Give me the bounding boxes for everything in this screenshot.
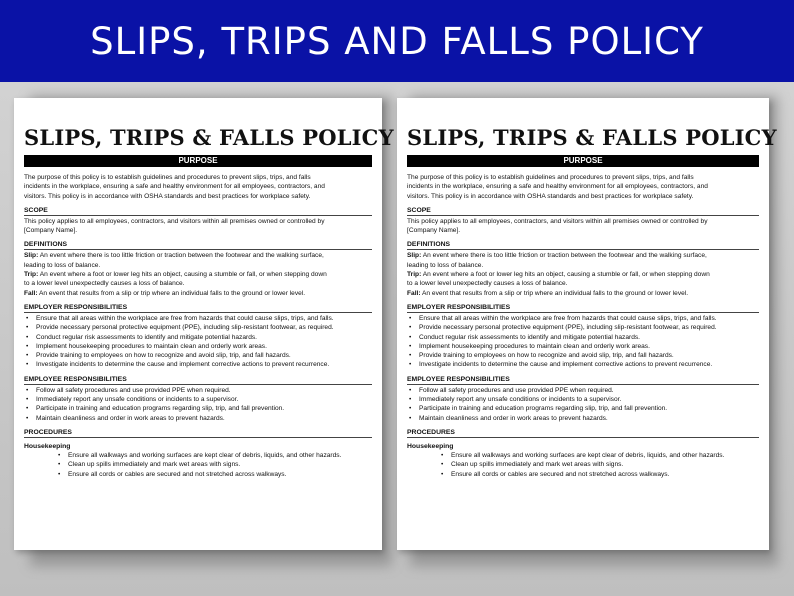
procedures-heading: PROCEDURES bbox=[407, 429, 759, 438]
employer-heading: EMPLOYER RESPONSIBILITIES bbox=[407, 304, 759, 313]
list-item: • Provide training to employees on how to recognize and avoid slip, trip, and fall hazards. bbox=[407, 351, 759, 360]
scope-heading: SCOPE bbox=[407, 207, 759, 216]
housekeeping-heading: Housekeeping bbox=[407, 442, 454, 450]
list-item: • Maintain cleanliness and order in work areas to prevent hazards. bbox=[407, 414, 759, 423]
list-item: • Ensure all cords or cables are secured and not stretched across walkways. bbox=[24, 470, 372, 479]
list-item: • Participate in training and education programs regarding slip, trip, and fall prevention. bbox=[407, 404, 759, 413]
list-item: • Ensure that all areas within the workplace are free from hazards that could cause slips, trips, and falls. bbox=[407, 314, 759, 323]
scope-text: This policy applies to all employees, contractors, and visitors within all premises owned or controlled by [Company Name]. bbox=[24, 217, 325, 235]
scope-heading: SCOPE bbox=[24, 207, 372, 216]
list-item: • Conduct regular risk assessments to identify and mitigate potential hazards. bbox=[24, 333, 372, 342]
list-item: • Ensure that all areas within the workplace are free from hazards that could cause slips, trips, and falls. bbox=[24, 314, 372, 323]
list-item: • Provide necessary personal protective equipment (PPE), including slip-resistant footwear, as required. bbox=[24, 323, 372, 332]
list-item: • Participate in training and education programs regarding slip, trip, and fall prevention. bbox=[24, 404, 372, 413]
list-item: • Investigate incidents to determine the cause and implement corrective actions to prevent recurrence. bbox=[24, 360, 372, 369]
purpose-heading: PURPOSE bbox=[407, 155, 759, 167]
purpose-heading: PURPOSE bbox=[24, 155, 372, 167]
list-item: • Implement housekeeping procedures to maintain clean and orderly work areas. bbox=[407, 342, 759, 351]
list-item: • Clean up spills immediately and mark wet areas with signs. bbox=[407, 460, 759, 469]
list-item: • Provide necessary personal protective equipment (PPE), including slip-resistant footwear, as required. bbox=[407, 323, 759, 332]
list-item: • Implement housekeeping procedures to maintain clean and orderly work areas. bbox=[24, 342, 372, 351]
policy-page-left bbox=[14, 98, 394, 550]
list-item: • Provide training to employees on how to recognize and avoid slip, trip, and fall hazards. bbox=[24, 351, 372, 360]
housekeeping-heading: Housekeeping bbox=[24, 442, 71, 450]
list-item: • Conduct regular risk assessments to identify and mitigate potential hazards. bbox=[407, 333, 759, 342]
definitions-heading: DEFINITIONS bbox=[24, 241, 372, 250]
list-item: • Ensure all walkways and working surfaces are kept clear of debris, liquids, and other hazards. bbox=[24, 451, 372, 460]
housekeeping-list bbox=[24, 451, 372, 479]
purpose-text: The purpose of this policy is to establish guidelines and procedures to prevent slips, trips, and falls incidents in the workplace, ensuring a safe and healthy environment for all employees, contractors, and visitors. This policy is in accordance with OSHA standards and best practices for workplace safety. bbox=[407, 174, 708, 200]
housekeeping-list bbox=[407, 451, 759, 479]
employer-heading: EMPLOYER RESPONSIBILITIES bbox=[24, 304, 372, 313]
list-item: • Clean up spills immediately and mark wet areas with signs. bbox=[24, 460, 372, 469]
employer-list bbox=[24, 314, 372, 370]
banner-title: SLIPS, TRIPS AND FALLS POLICY bbox=[90, 19, 704, 63]
employee-list bbox=[24, 386, 372, 423]
employer-list bbox=[407, 314, 759, 370]
list-item: • Follow all safety procedures and use provided PPE when required. bbox=[407, 386, 759, 395]
list-item: • Follow all safety procedures and use provided PPE when required. bbox=[24, 386, 372, 395]
employee-heading: EMPLOYEE RESPONSIBILITIES bbox=[24, 376, 372, 385]
employee-list bbox=[407, 386, 759, 423]
definitions-text: Slip: An event where there is too little friction or traction between the footwear and the walking surface, leading to loss of balance. Trip: An event where a foot or lower leg hits an object, causing a stumble or fall, or when stepping down to a lower level unexpectedly causes a loss of balance. Fall: An event that results from a slip or trip where an individual falls to the ground or lower level. bbox=[407, 252, 710, 297]
definitions-heading: DEFINITIONS bbox=[407, 241, 759, 250]
scope-text: This policy applies to all employees, contractors, and visitors within all premises owned or controlled by [Company Name]. bbox=[407, 217, 708, 235]
doc-title: SLIPS, TRIPS & FALLS POLICY bbox=[407, 125, 777, 150]
list-item: • Immediately report any unsafe conditions or incidents to a supervisor. bbox=[24, 395, 372, 404]
policy-page-right bbox=[397, 98, 777, 550]
list-item: • Investigate incidents to determine the cause and implement corrective actions to prevent recurrence. bbox=[407, 360, 759, 369]
employee-heading: EMPLOYEE RESPONSIBILITIES bbox=[407, 376, 759, 385]
list-item: • Maintain cleanliness and order in work areas to prevent hazards. bbox=[24, 414, 372, 423]
list-item: • Ensure all cords or cables are secured and not stretched across walkways. bbox=[407, 470, 759, 479]
list-item: • Immediately report any unsafe conditions or incidents to a supervisor. bbox=[407, 395, 759, 404]
title-banner bbox=[0, 0, 794, 82]
list-item: • Ensure all walkways and working surfaces are kept clear of debris, liquids, and other hazards. bbox=[407, 451, 759, 460]
definitions-text: Slip: An event where there is too little friction or traction between the footwear and the walking surface, leading to loss of balance. Trip: An event where a foot or lower leg hits an object, causing a stumble or fall, or when stepping down to a lower level unexpectedly causes a loss of balance. Fall: An event that results from a slip or trip where an individual falls to the ground or lower level. bbox=[24, 252, 327, 297]
doc-title: SLIPS, TRIPS & FALLS POLICY bbox=[24, 125, 394, 150]
procedures-heading: PROCEDURES bbox=[24, 429, 372, 438]
purpose-text: The purpose of this policy is to establish guidelines and procedures to prevent slips, trips, and falls incidents in the workplace, ensuring a safe and healthy environment for all employees, contractors, and visitors. This policy is in accordance with OSHA standards and best practices for workplace safety. bbox=[24, 174, 325, 200]
